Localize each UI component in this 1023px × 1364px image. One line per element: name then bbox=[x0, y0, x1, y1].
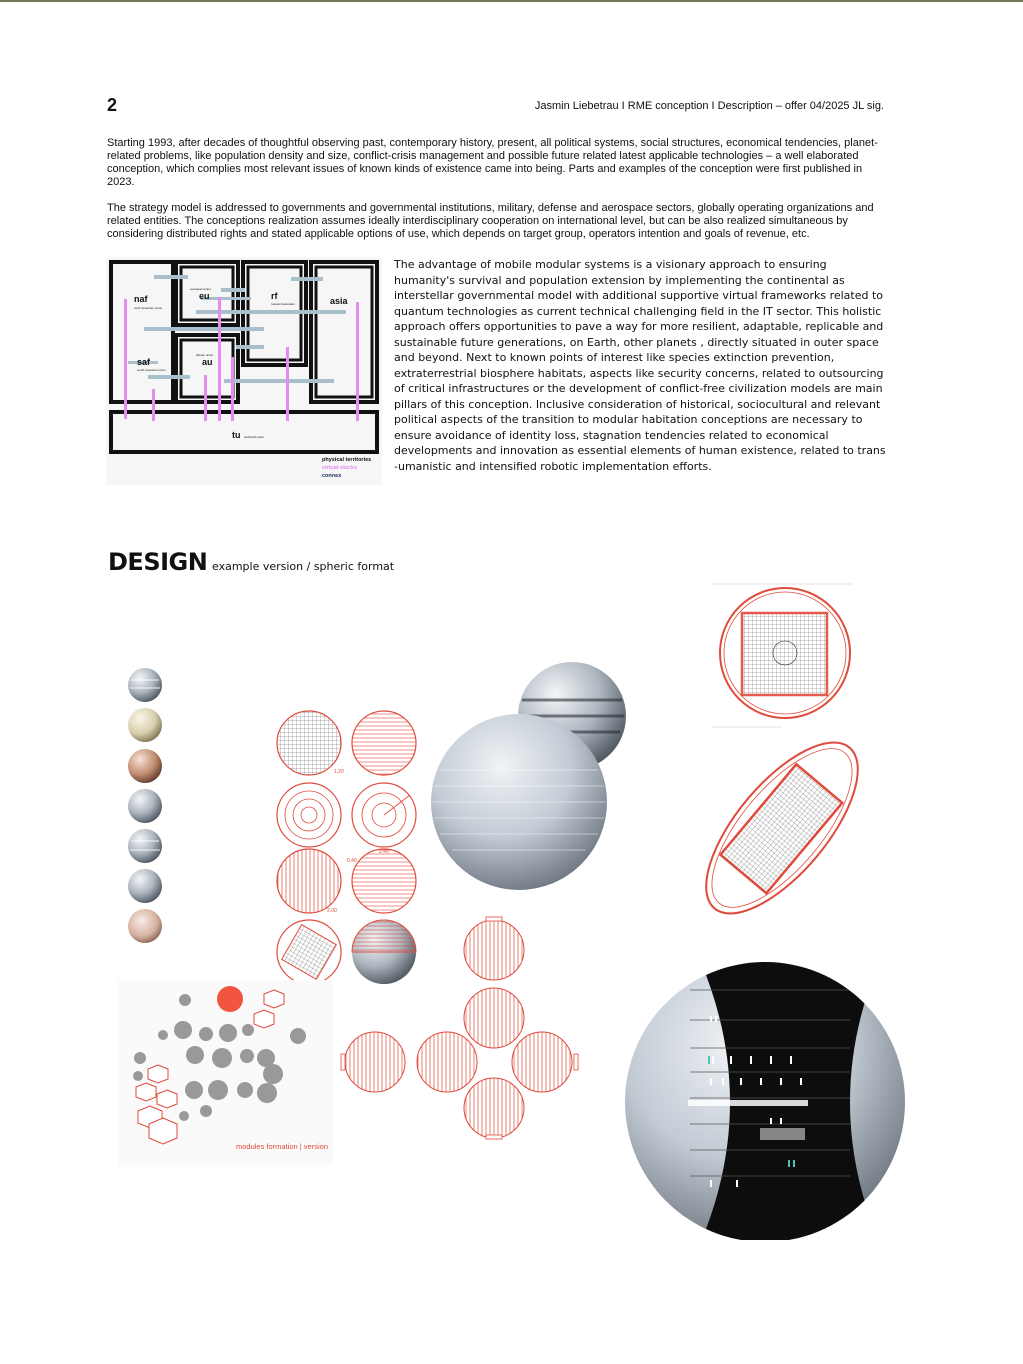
central-sphere-render bbox=[431, 662, 626, 890]
design-subtitle: example version / spheric format bbox=[212, 560, 395, 573]
design-gallery bbox=[0, 580, 1023, 1240]
svg-text:technical union: technical union bbox=[244, 435, 265, 439]
region-rf: rf bbox=[271, 291, 278, 301]
advantage-paragraph: The advantage of mobile modular systems is a visionary approach to ensuring humanity's survival and population extension by implementing the continental as interstellar governmental model with additional supportive virtual frameworks related to quantum technologies as current technical challenging field in the IT sector. This holistic approach offers opportunities to pave a way for more resilient, adaptable, replicable and sustainable future generations, on Earth, other planets , directly situated in outer space and beyond. Next to known points of interest like species extinction prevention, extraterrestrial biosphere habitats, aspects like security concerns, related to outsourcing of critical infrastructures or the development of conflict-free civilization models are main pillars of this conception. Inclusive consideration of historical, sociocultural and relevant political aspects of the transition to modular habitation conceptions are necessary to ensure avoidance of identity loss, stagnation tendencies related to economical developments and innovation as essential elements of human existence, related to trans -umanistic and intensified robotic implementation efforts. bbox=[394, 258, 886, 473]
floor-plan-circle bbox=[712, 584, 852, 718]
region-au: au bbox=[202, 357, 213, 367]
top-border bbox=[0, 0, 1023, 2]
region-saf: saf bbox=[137, 357, 151, 367]
region-asia: asia bbox=[330, 296, 348, 306]
territory-tu-frame bbox=[111, 412, 377, 452]
intro-paragraph: Starting 1993, after decades of thoughtful observing past, contemporary history, present, all political systems, social structures, economical tendencies, planet-related problems, like population density and size, conflict-crisis management and possible future related latest applicable technologies – a well elaborated conception, which complies most relevant issues of known kinds of existence came into being. Parts and examples of the conception were first published in 2023. bbox=[107, 137, 878, 188]
page-number: 2 bbox=[107, 95, 118, 115]
legend-physical: physical territories bbox=[322, 457, 372, 463]
dim-label-b: 2,40 bbox=[379, 849, 389, 855]
modules-formation bbox=[118, 980, 333, 1165]
region-eu: eu bbox=[199, 291, 210, 301]
dim-label-a: 1,20 bbox=[334, 769, 344, 775]
dim-label-d: 2,00 bbox=[327, 908, 337, 914]
design-title: DESIGN bbox=[108, 548, 208, 576]
modules-caption: modules formation | version bbox=[236, 1142, 328, 1151]
dim-label-c: 0,40 bbox=[347, 858, 357, 864]
page-header: Jasmin Liebetrau I RME conception I Description – offer 04/2025 JL sig. bbox=[534, 100, 884, 112]
strategy-paragraph: The strategy model is addressed to governments and governmental institutions, military, defense and aerospace sectors, globally operating organizations and related entities. The conceptions realization assumes ideally interdisciplinary cooperation on international level, but can be also realized simultaneous by considering distributed rights and stated applicable options of use, which depends on target group, operators intention and goals of revenue, etc. bbox=[107, 202, 874, 240]
svg-text:north american union: north american union bbox=[134, 306, 163, 310]
perspective-floor-plan bbox=[680, 719, 884, 938]
legend-connex: connex bbox=[322, 473, 342, 479]
svg-text:south american union: south american union bbox=[137, 368, 166, 372]
svg-text:russian federation: russian federation bbox=[271, 302, 295, 306]
svg-text:european union: european union bbox=[190, 287, 211, 291]
material-spheres bbox=[128, 668, 162, 943]
legend-virtual: virtual stacks bbox=[322, 465, 358, 471]
region-naf: naf bbox=[134, 294, 148, 304]
territories-diagram bbox=[106, 257, 382, 485]
cutaway-sphere bbox=[625, 960, 905, 1240]
technical-drawings bbox=[277, 711, 416, 984]
territory-naf-frame bbox=[111, 262, 173, 402]
region-tu: tu bbox=[232, 430, 241, 440]
svg-text:african union: african union bbox=[196, 353, 214, 357]
